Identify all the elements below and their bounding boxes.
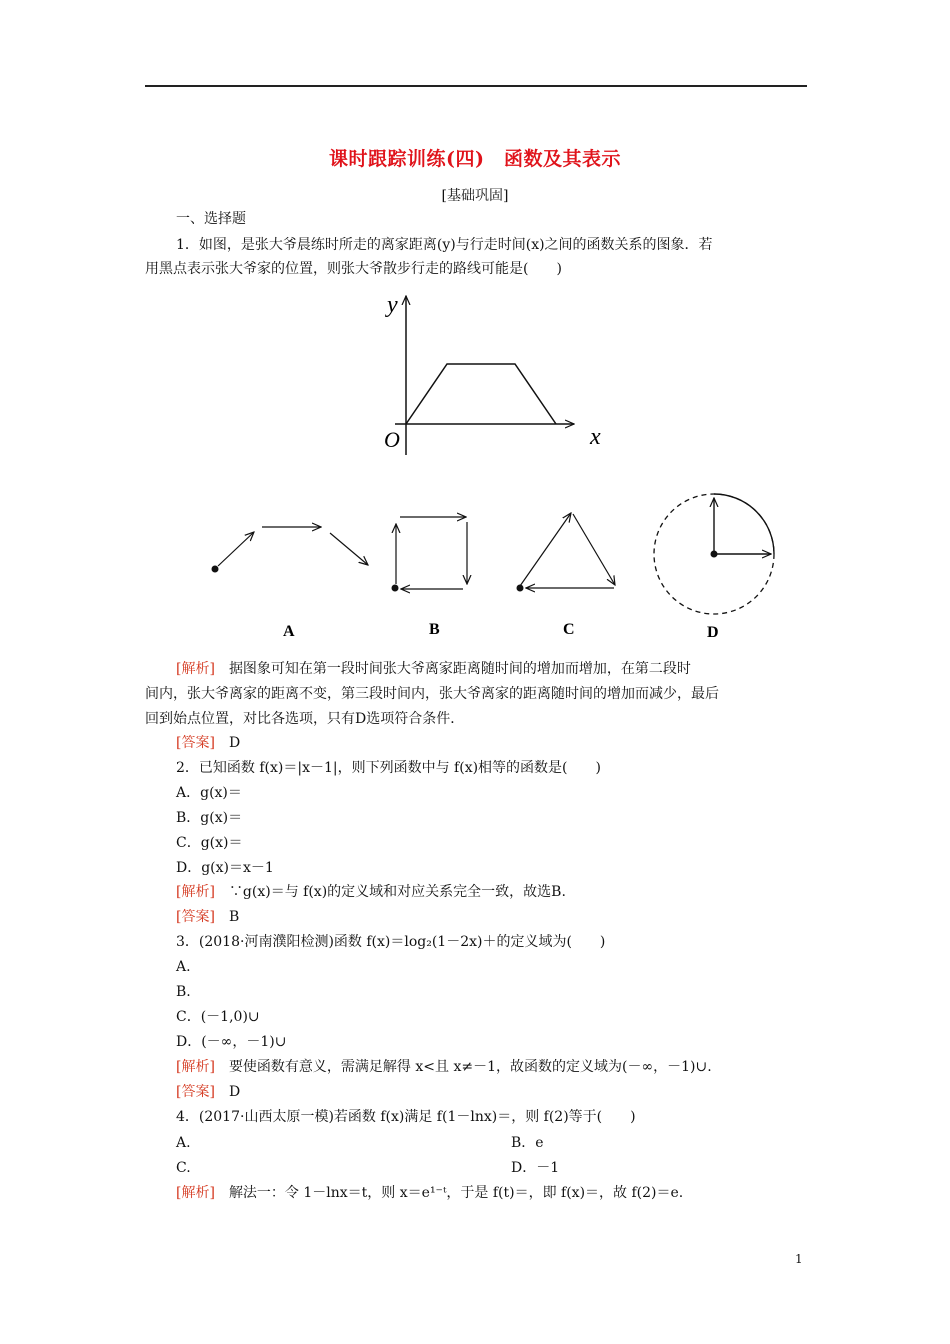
q1-analysis-line2: 间内，张大爷离家的距离不变，第三段时间内，张大爷离家的距离随时间的增加而减少，最后 xyxy=(145,686,719,702)
q3-option-d: D．(－∞，－1)∪ xyxy=(176,1034,287,1050)
option-d-diagram xyxy=(654,494,774,614)
analysis-tag: [解析] xyxy=(176,661,215,677)
page-title: 课时跟踪训练(四) 函数及其表示 xyxy=(329,148,621,170)
option-b-label: B xyxy=(429,621,440,638)
section-heading: 一、选择题 xyxy=(176,211,246,227)
q1-analysis-line3: 回到始点位置，对比各选项，只有D选项符合条件． xyxy=(145,711,465,727)
option-c-diagram xyxy=(517,513,616,592)
section-subtitle: [基础巩固] xyxy=(441,188,509,204)
distance-time-graph xyxy=(384,292,601,455)
q3-analysis: [解析] 要使函数有意义，需满足解得 x<且 x≠－1，故函数的定义域为(－∞，－1)∪. xyxy=(176,1059,712,1075)
y-axis-label: y xyxy=(387,292,398,318)
q3-option-c: C．(－1,0)∪ xyxy=(176,1009,260,1025)
q4-option-c: C. xyxy=(176,1160,191,1176)
page-number: 1 xyxy=(795,1252,803,1266)
q2-answer: [答案] B xyxy=(176,909,240,925)
option-d-label: D xyxy=(707,624,719,641)
q2-option-a: A．g(x)＝ xyxy=(176,785,242,801)
q1-stem-line2: 用黑点表示张大爷家的位置，则张大爷散步行走的路线可能是( ) xyxy=(145,261,562,277)
q2-option-d: D．g(x)＝x－1 xyxy=(176,860,274,876)
q1-answer: [答案] D xyxy=(176,735,241,751)
q4-analysis: [解析] 解法一：令 1－lnx＝t，则 x＝e¹⁻ᵗ，于是 f(t)＝，即 f(x)＝，故 f(2)＝e. xyxy=(176,1185,684,1201)
option-b-diagram xyxy=(392,517,468,592)
q2-option-b: B．g(x)＝ xyxy=(176,810,243,826)
q4-option-b: B．e xyxy=(511,1135,544,1151)
trapezoid-curve xyxy=(406,364,556,424)
q2-option-c: C．g(x)＝ xyxy=(176,835,243,851)
q4-option-a: A. xyxy=(176,1135,191,1151)
q1-figure xyxy=(0,0,950,650)
q3-option-b: B. xyxy=(176,984,191,1000)
origin-label: O xyxy=(384,427,400,452)
option-a-diagram xyxy=(212,527,369,573)
option-a-label: A xyxy=(283,623,295,640)
answer-tag: [答案] xyxy=(176,735,215,751)
q1-stem-line1: 1．如图，是张大爷晨练时所走的离家距离(y)与行走时间(x)之间的函数关系的图象．若 xyxy=(176,237,713,253)
q3-answer: [答案] D xyxy=(176,1084,241,1100)
q4-stem: 4．(2017·山西太原一模)若函数 f(x)满足 f(1－lnx)＝，则 f(2)等于( ) xyxy=(176,1109,636,1125)
q2-analysis: [解析] ∵g(x)＝与 f(x)的定义域和对应关系完全一致，故选B. xyxy=(176,884,566,900)
q3-stem: 3．(2018·河南濮阳检测)函数 f(x)＝log₂(1－2x)＋的定义域为( ) xyxy=(176,934,606,950)
q1-analysis-line1: [解析] 据图象可知在第一段时间张大爷离家距离随时间的增加而增加，在第二段时 xyxy=(176,661,691,677)
option-c-label: C xyxy=(563,621,575,638)
x-axis-label: x xyxy=(590,424,601,450)
q4-option-d: D．－1 xyxy=(511,1160,560,1176)
q3-option-a: A. xyxy=(176,959,191,975)
q2-stem: 2．已知函数 f(x)＝|x－1|，则下列函数中与 f(x)相等的函数是( ) xyxy=(176,760,601,776)
